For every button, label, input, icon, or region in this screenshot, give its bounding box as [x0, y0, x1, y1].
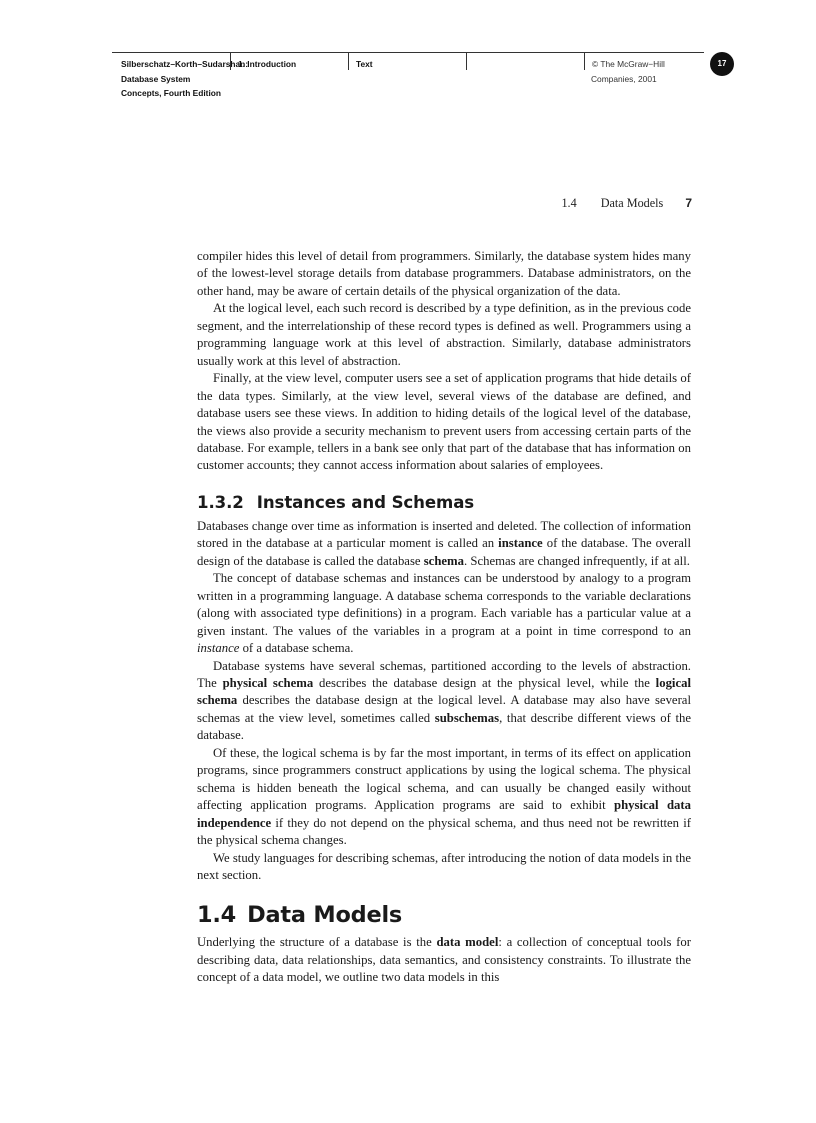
paragraph: Finally, at the view level, computer users see a set of application programs that hide details of the data types. Similarly, at the view level, several views of the database are defined, and database users see these views. In addition to hiding details of the logical level of the database, the views also provide a security mechanism to prevent users from accessing certain parts of the database. For example, tellers in a bank see only that part of the database that has information on customer accounts; they cannot access information about salaries of employees.: [197, 371, 691, 473]
paragraph: At the logical level, each such record is described by a type definition, as in the previous code segment, and the interrelationship of these record types is defined as well. Programmers using a programming language work at this level of abstraction. Similarly, database administrators usually work at this level of abstraction.: [197, 301, 691, 368]
section-heading: [197, 902, 691, 928]
header-chapter: 1. Introduction: [230, 53, 347, 70]
paragraph: Databases change over time as information is inserted and deleted. The collection of information stored in the database at a particular moment is called an instance of the database. The overall design of the database is called the database schema. Schemas are changed infrequently, if at all.: [197, 518, 691, 568]
running-head-title: Data Models: [600, 196, 664, 210]
section-title: Data Models: [247, 902, 403, 929]
paragraph: compiler hides this level of detail from programmers. Similarly, the database system hides many of the lowest-level storage details from database programmers. Database administrators, on the other hand, may be aware of certain details of the physical organization of the data.: [197, 249, 691, 298]
header-book-title: Silberschatz–Korth–Sudarshan:: [121, 59, 249, 69]
paragraph: The concept of database schemas and instances can be understood by analogy to a program written in a programming language. A database schema corresponds to the variable declarations (along with associated type definitions) in a program. Each variable has a particular value at a given instant. The values of the variables in a program at a point in time correspond to an instance of a database schema.: [197, 571, 691, 656]
term-logical-schema: logical schema: [197, 675, 691, 708]
subsection-title: Instances and Schemas: [256, 492, 475, 512]
page-body: [197, 248, 691, 987]
header-copyright-line2: Companies, 2001: [591, 74, 657, 84]
section-number: 1.4: [197, 902, 237, 929]
header-type: Text: [348, 53, 465, 70]
term-data-model: data model: [436, 935, 499, 950]
subsection-heading: [197, 493, 691, 512]
running-head-page: 7: [685, 196, 692, 210]
header-copyright: © The McGraw−Hill: [584, 53, 704, 70]
subsection-number: 1.3.2: [197, 492, 244, 512]
running-head-section: 1.4: [561, 196, 577, 210]
publisher-header: [112, 52, 704, 71]
header-book-title-line2: Database System: [121, 74, 191, 84]
paragraph: We study languages for describing schemas, after introducing the notion of data models in the next section.: [197, 850, 691, 882]
header-empty-cell: [466, 53, 583, 70]
term-schema: schema: [423, 553, 465, 568]
term-instance-italic: instance: [197, 641, 240, 656]
term-subschemas: subschemas: [434, 710, 500, 725]
header-book-title-line3: Concepts, Fourth Edition: [121, 88, 222, 98]
term-physical-schema: physical schema: [222, 675, 314, 690]
paragraph: Of these, the logical schema is by far the most important, in terms of its effect on application programs, since programmers construct applications by using the logical schema. The physical schema is hidden beneath the logical schema, and can usually be changed easily without affecting application programs. Application programs are said to exhibit physical data independence if they do not depend on the physical schema, and thus need not be rewritten if the physical schema changes.: [197, 745, 691, 848]
term-physical-data-independence: physical data independence: [197, 798, 691, 830]
paragraph: Database systems have several schemas, partitioned according to the levels of abstraction. The physical schema describes the database design at the physical level, while the logical schema describes the database design at the logical level. A database may also have several schemas at the view level, sometimes called subschemas, that describe different views of the database.: [197, 658, 691, 743]
page-number-badge: 17: [710, 52, 734, 76]
running-head: [561, 196, 692, 211]
term-instance: instance: [498, 536, 543, 551]
paragraph: Underlying the structure of a database is the data model: a collection of conceptual tools for describing data, data relationships, data semantics, and consistency constraints. To illustrate the concept of a data model, we outline two data models in this: [197, 935, 691, 985]
